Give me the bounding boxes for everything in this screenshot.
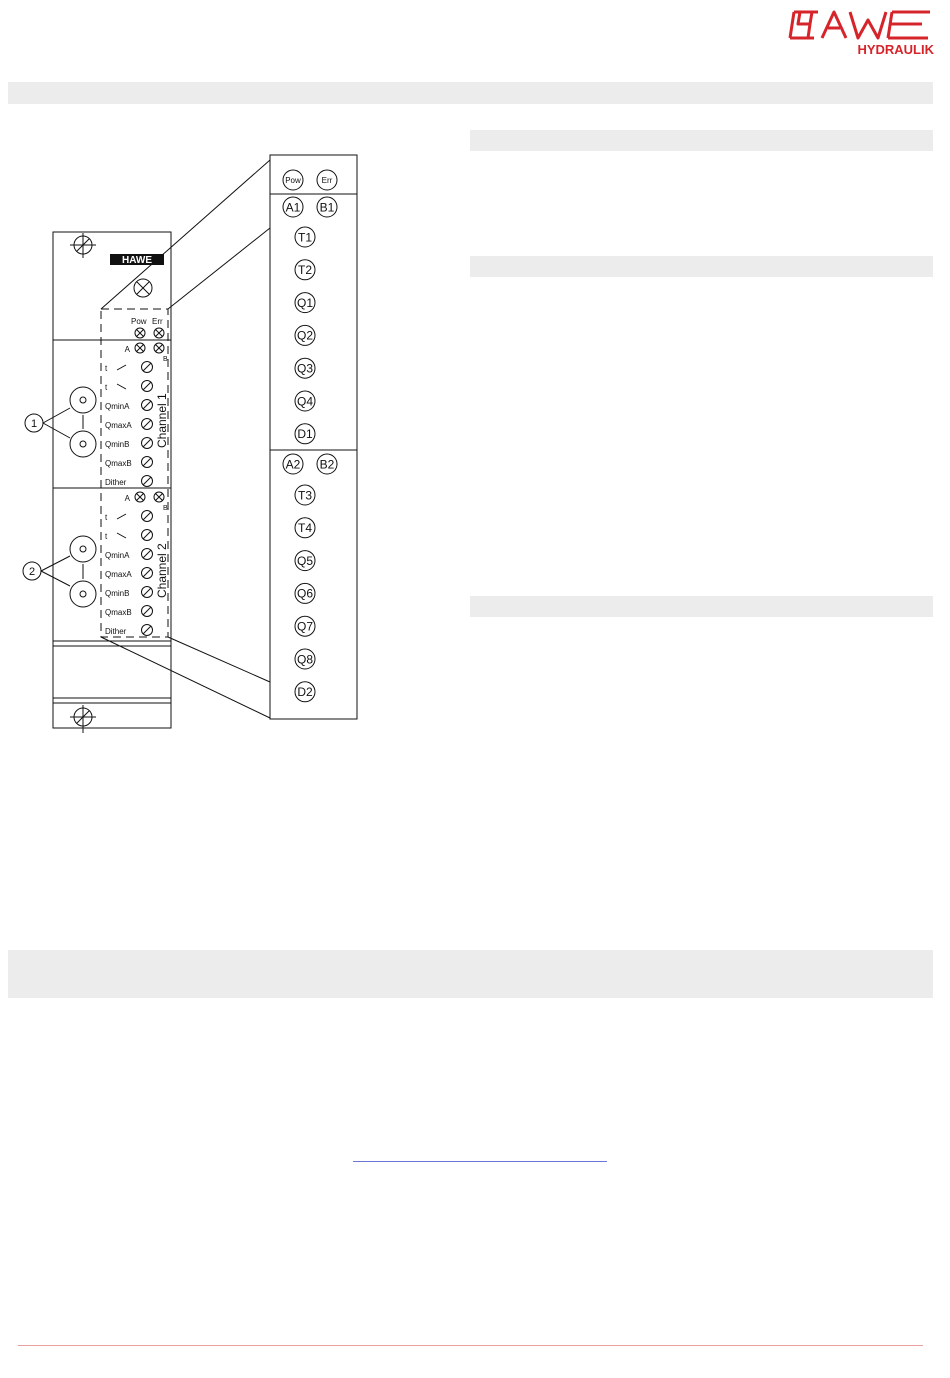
svg-text:B1: B1 bbox=[319, 200, 335, 215]
svg-text:T3: T3 bbox=[297, 488, 313, 503]
footer-rule bbox=[18, 1345, 923, 1346]
svg-text:A1: A1 bbox=[285, 200, 301, 215]
row-label-1-2: t bbox=[105, 383, 108, 392]
trim-pot-1-6 bbox=[142, 457, 153, 468]
svg-text:Q5: Q5 bbox=[296, 553, 314, 568]
detail-t4 bbox=[295, 518, 315, 538]
detail-pow bbox=[283, 170, 303, 190]
hawe-hydraulik-logo bbox=[788, 8, 936, 58]
channel-1-label: Channel 1 bbox=[155, 393, 169, 448]
logo-subtext: HYDRAULIK bbox=[857, 42, 934, 57]
subsection-bar-3 bbox=[470, 596, 933, 617]
svg-text:D2: D2 bbox=[297, 685, 313, 700]
trim-pot-1-3 bbox=[142, 400, 153, 411]
channel-led-2-1 bbox=[154, 492, 164, 502]
trim-pot-1-2 bbox=[142, 381, 153, 392]
channel-led-1-0 bbox=[135, 343, 145, 353]
ramp-arrow-2-1 bbox=[117, 514, 126, 519]
detail-t3 bbox=[295, 485, 315, 505]
svg-text:A2: A2 bbox=[285, 457, 301, 472]
trim-pot-2-2 bbox=[142, 530, 153, 541]
row-label-2-5: QminB bbox=[105, 589, 130, 598]
svg-text:B2: B2 bbox=[319, 457, 335, 472]
svg-text:T1: T1 bbox=[297, 230, 313, 245]
trim-pot-2-6 bbox=[142, 606, 153, 617]
subsection-bar-1 bbox=[470, 130, 933, 151]
module-logo-text: HAWE bbox=[122, 255, 152, 266]
detail-a2 bbox=[283, 454, 303, 474]
detail-q2 bbox=[295, 325, 315, 345]
ramp-arrow-1-1 bbox=[117, 365, 126, 370]
detail-q7 bbox=[295, 616, 315, 636]
b-label-1: B bbox=[163, 356, 168, 363]
callout-1: 1 bbox=[30, 418, 38, 430]
row-label-2-1: t bbox=[105, 513, 108, 522]
detail-err bbox=[317, 170, 337, 190]
detail-d1 bbox=[295, 424, 315, 444]
module-pow-label: Pow bbox=[131, 317, 147, 326]
detail-q4 bbox=[295, 391, 315, 411]
svg-text:Q7: Q7 bbox=[296, 619, 314, 634]
row-label-1-3: QminA bbox=[105, 402, 130, 411]
detail-q8 bbox=[295, 649, 315, 669]
trim-pot-1-1 bbox=[142, 362, 153, 373]
row-label-2-4: QmaxA bbox=[105, 570, 132, 579]
row-label-1-7: Dither bbox=[105, 478, 127, 487]
row-label-1-6: QmaxB bbox=[105, 459, 132, 468]
trim-pot-2-5 bbox=[142, 587, 153, 598]
row-label-2-2: t bbox=[105, 532, 108, 541]
detail-q5 bbox=[295, 551, 315, 571]
svg-text:Q4: Q4 bbox=[296, 394, 314, 409]
detail-b2 bbox=[317, 454, 337, 474]
module-front-panel-drawing bbox=[0, 130, 380, 750]
svg-text:T2: T2 bbox=[297, 263, 313, 278]
module-pow-err-leds bbox=[135, 328, 164, 338]
svg-text:Pow: Pow bbox=[285, 175, 301, 185]
ramp-arrow-1-2 bbox=[117, 384, 126, 389]
subsection-bar-2 bbox=[470, 256, 933, 277]
svg-text:D1: D1 bbox=[297, 427, 313, 442]
detail-symbols bbox=[283, 170, 337, 702]
trim-pot-1-4 bbox=[142, 419, 153, 430]
hyperlink-underline[interactable] bbox=[353, 1161, 607, 1162]
svg-text:Q1: Q1 bbox=[296, 295, 314, 310]
svg-text:T4: T4 bbox=[297, 521, 313, 536]
svg-text:Q8: Q8 bbox=[296, 652, 314, 667]
trim-pot-2-7 bbox=[142, 625, 153, 636]
trim-pot-2-1 bbox=[142, 511, 153, 522]
module-err-label: Err bbox=[152, 317, 163, 326]
section-header-bar bbox=[8, 82, 933, 104]
detail-q1 bbox=[295, 293, 315, 313]
svg-text:Err: Err bbox=[321, 175, 333, 185]
row-label-2-3: QminA bbox=[105, 551, 130, 560]
row-label-1-5: QminB bbox=[105, 440, 130, 449]
row-label-1-0: A bbox=[124, 345, 130, 354]
row-label-2-7: Dither bbox=[105, 627, 127, 636]
detail-b1 bbox=[317, 197, 337, 217]
detail-q3 bbox=[295, 358, 315, 378]
section-bar-bottom bbox=[8, 950, 933, 998]
detail-d2 bbox=[295, 682, 315, 702]
detail-t2 bbox=[295, 260, 315, 280]
detail-t1 bbox=[295, 227, 315, 247]
row-label-1-1: t bbox=[105, 364, 108, 373]
trim-pot-1-7 bbox=[142, 476, 153, 487]
ramp-arrow-2-2 bbox=[117, 533, 126, 538]
channel-2-label: Channel 2 bbox=[155, 543, 169, 598]
trim-pot-1-5 bbox=[142, 438, 153, 449]
trim-pot-2-3 bbox=[142, 549, 153, 560]
detail-q6 bbox=[295, 583, 315, 603]
row-label-2-6: QmaxB bbox=[105, 608, 132, 617]
svg-text:Q2: Q2 bbox=[296, 328, 314, 343]
row-label-1-4: QmaxA bbox=[105, 421, 132, 430]
svg-text:Q6: Q6 bbox=[296, 586, 314, 601]
svg-text:Q3: Q3 bbox=[296, 361, 314, 376]
row-label-2-0: A bbox=[124, 494, 130, 503]
trim-pot-2-4 bbox=[142, 568, 153, 579]
detail-a1 bbox=[283, 197, 303, 217]
b-label-2: B bbox=[163, 505, 168, 512]
channel-led-2-0 bbox=[135, 492, 145, 502]
callout-2: 2 bbox=[28, 566, 36, 578]
channel-led-1-1 bbox=[154, 343, 164, 353]
